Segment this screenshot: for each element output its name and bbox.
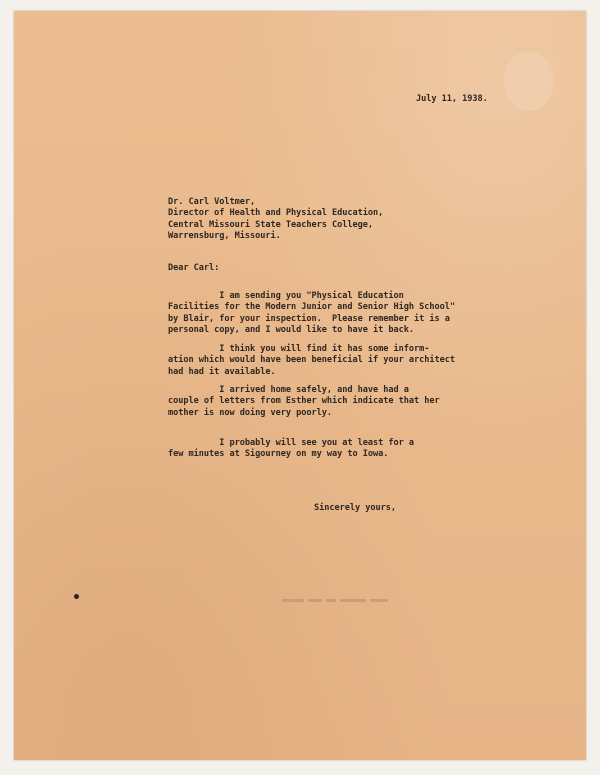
ink-dot [74,594,79,599]
paragraph-line: had had it available. [168,366,276,377]
closing: Sincerely yours, [314,503,396,513]
faded-signature-mark [282,591,398,601]
paragraph-line: Facilities for the Modern Junior and Senior High School" [168,302,455,313]
body-paragraph [168,438,414,461]
paragraph-line: ation which would have been beneficial if your architect [168,355,455,366]
paragraph-line: I probably will see you at least for a [168,438,414,448]
recipient-line: Central Missouri State Teachers College, [168,219,373,230]
recipient-line: Warrensburg, Missouri. [168,231,281,242]
paragraph-line: few minutes at Sigourney on my way to Iowa. [168,449,389,460]
paragraph-line: I am sending you "Physical Education [168,291,404,301]
recipient-address [168,197,383,243]
body-paragraph [168,291,455,337]
paragraph-line: I arrived home safely, and have had a [168,385,409,395]
paragraph-line: couple of letters from Esther which indicate that her [168,396,440,407]
paragraph-line: personal copy, and I would like to have it back. [168,325,414,336]
paragraph-line: mother is now doing very poorly. [168,407,332,418]
letter-paper [14,11,586,760]
paragraph-line: I think you will find it has some inform- [168,344,430,354]
salutation: Dear Carl: [168,263,220,273]
paper-stain [504,51,554,111]
letter-date: July 11, 1938. [416,94,488,104]
recipient-line: Dr. Carl Voltmer, [168,197,256,207]
paragraph-line: by Blair, for your inspection. Please remember it is a [168,313,450,324]
body-paragraph [168,385,440,419]
recipient-line: Director of Health and Physical Education, [168,208,384,219]
body-paragraph [168,344,455,378]
